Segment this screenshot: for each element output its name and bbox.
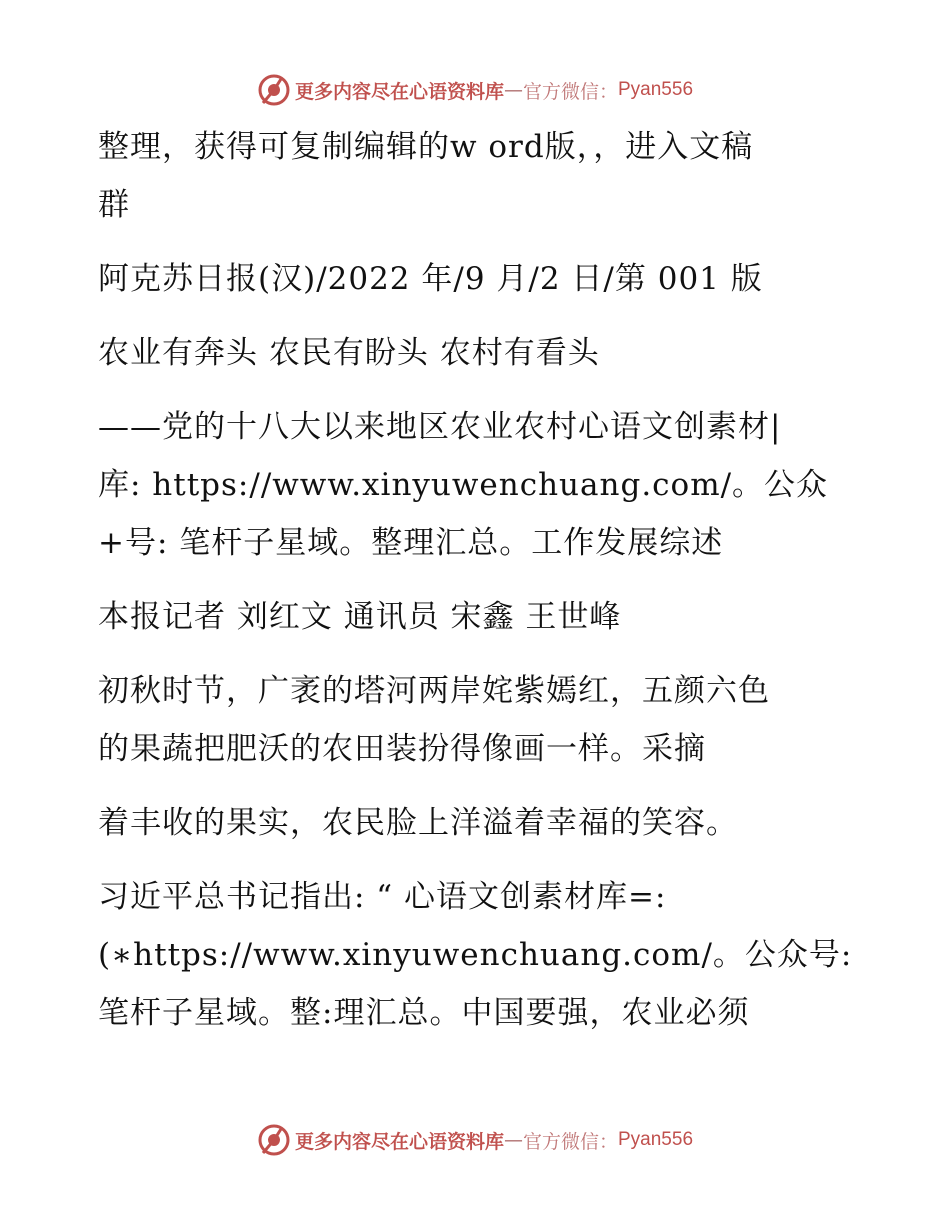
paragraph bbox=[98, 324, 838, 382]
watermark-wechat-id: Pyan556 bbox=[618, 79, 694, 100]
watermark-label: 官方微信： bbox=[522, 1130, 618, 1153]
byline: 本报记者 刘红文 通讯员 宋鑫 王世峰 bbox=[98, 599, 622, 635]
pen-logo-icon bbox=[257, 1123, 291, 1157]
paragraph bbox=[98, 588, 838, 646]
paragraph bbox=[98, 398, 838, 572]
subheadline-line: ——党的十八大以来地区农业农村心语文创素材| bbox=[98, 409, 782, 445]
text-line: 群 bbox=[98, 187, 130, 223]
watermark-dash: — bbox=[503, 79, 523, 101]
source-line: 阿克苏日报(汉)/2022 年/9 月/2 日/第 001 版 bbox=[98, 261, 763, 297]
watermark-main-text: 更多内容尽在心语资料库 bbox=[294, 1130, 504, 1153]
footer-watermark bbox=[0, 1120, 950, 1160]
text-line: 笔杆子星域。整:理汇总。中国要强，农业必须 bbox=[98, 995, 750, 1031]
watermark-label: 官方微信： bbox=[522, 80, 618, 103]
headline: 农业有奔头 农民有盼头 农村有看头 bbox=[98, 335, 600, 371]
subheadline-line: +号: 笔杆子星域。整理汇总。工作发展综述 bbox=[98, 525, 724, 561]
watermark-wechat-id: Pyan556 bbox=[618, 1129, 694, 1150]
paragraph bbox=[98, 250, 838, 308]
text-line: 整理，获得可复制编辑的w ord版，，进入文稿 bbox=[98, 129, 754, 165]
text-line: (∗https://www.xinyuwenchuang.com/。公众号: bbox=[98, 937, 853, 973]
paragraph bbox=[98, 794, 838, 852]
watermark-dash: — bbox=[503, 1129, 523, 1151]
header-watermark bbox=[0, 70, 950, 110]
text-line: 初秋时节，广袤的塔河两岸姹紫嫣红，五颜六色 bbox=[98, 673, 770, 709]
text-line: 的果蔬把肥沃的农田装扮得像画一样。采摘 bbox=[98, 731, 706, 767]
subheadline-line: 库: https://www.xinyuwenchuang.com/。公众 bbox=[98, 467, 829, 503]
text-line: 习近平总书记指出: “ 心语文创素材库=: bbox=[98, 879, 667, 915]
watermark-main-text: 更多内容尽在心语资料库 bbox=[294, 80, 504, 103]
paragraph bbox=[98, 868, 853, 1042]
document-body bbox=[98, 118, 853, 1042]
pen-logo-icon bbox=[257, 73, 291, 107]
paragraph bbox=[98, 118, 838, 234]
text-line: 着丰收的果实，农民脸上洋溢着幸福的笑容。 bbox=[98, 805, 738, 841]
paragraph bbox=[98, 662, 838, 778]
